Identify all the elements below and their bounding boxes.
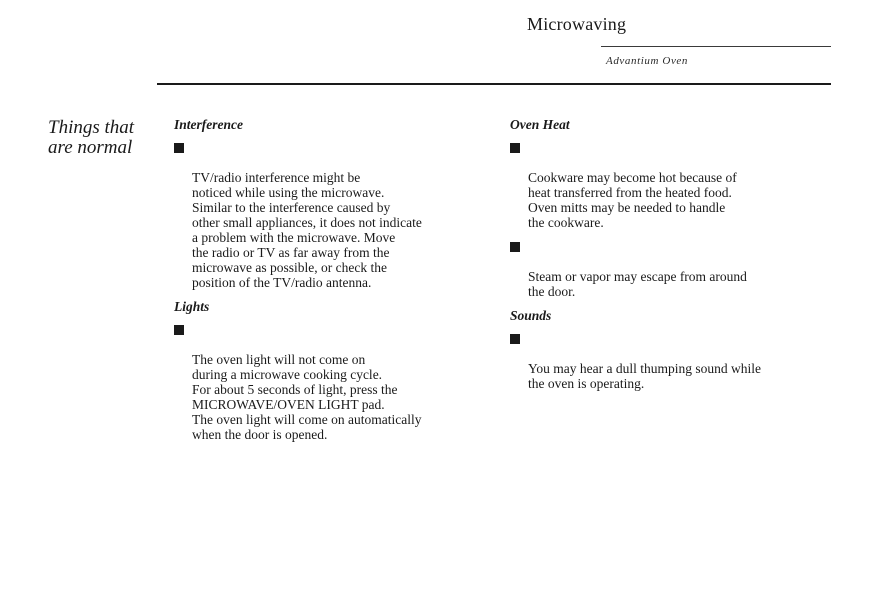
square-bullet-icon <box>174 325 184 335</box>
right-column <box>510 117 830 400</box>
square-bullet-icon <box>510 242 520 252</box>
interference-block <box>174 117 494 290</box>
header-divider-short <box>601 46 831 47</box>
oven-heat-block <box>510 117 830 299</box>
square-bullet-icon <box>510 143 520 153</box>
interference-heading: Interference <box>174 117 243 132</box>
section-heading: Things that are normal <box>48 117 135 158</box>
lights-bullet <box>174 322 494 442</box>
interference-bullet <box>174 140 494 290</box>
bullet-text: Steam or vapor may escape from around the door. <box>528 269 747 299</box>
bullet-text: TV/radio interference might be noticed while using the microwave. Similar to the interference caused by other small appliances, it does not indicate a problem with the microwave. Move the radio or TV as far away from the microwave as possible, or check the position of the TV/radio antenna. <box>192 170 422 290</box>
sounds-block <box>510 308 830 391</box>
oven-heat-bullet <box>510 239 830 299</box>
oven-heat-heading: Oven Heat <box>510 117 570 132</box>
square-bullet-icon <box>510 334 520 344</box>
header-divider-long <box>157 83 831 85</box>
sounds-bullet <box>510 331 830 391</box>
bullet-text: Cookware may become hot because of heat transferred from the heated food. Oven mitts may be needed to handle the cookware. <box>528 170 737 230</box>
bullet-text: The oven light will not come on during a microwave cooking cycle. For about 5 seconds of light, press the MICROWAVE/OVEN LIGHT pad. The oven light will come on automatically when the door is opened. <box>192 352 422 442</box>
page-header-title: Microwaving <box>527 14 627 34</box>
page-header-subtitle: Advantium Oven <box>606 55 689 67</box>
square-bullet-icon <box>174 143 184 153</box>
left-column <box>174 117 494 451</box>
lights-block <box>174 299 494 442</box>
bullet-text: You may hear a dull thumping sound while the oven is operating. <box>528 361 761 391</box>
oven-heat-bullet <box>510 140 830 230</box>
sounds-heading: Sounds <box>510 308 552 323</box>
lights-heading: Lights <box>174 299 210 314</box>
